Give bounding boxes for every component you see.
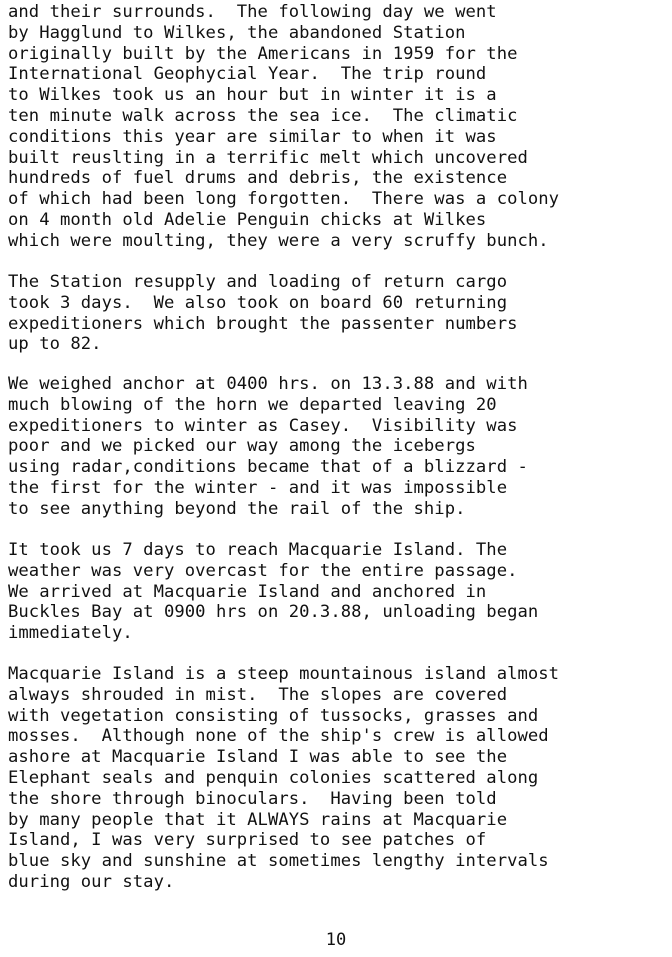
text-line: to Wilkes took us an hour but in winter it is a — [8, 85, 497, 106]
text-line: by many people that it ALWAYS rains at Macquarie — [8, 809, 508, 830]
text-line: ashore at Macquarie Island I was able to see the — [8, 747, 508, 768]
text-line: blue sky and sunshine at sometimes lengthy intervals — [8, 851, 549, 872]
text-line: It took us 7 days to reach Macquarie Island. The — [8, 540, 508, 560]
text-line: International Geophycial Year. The trip round — [8, 64, 487, 85]
text-line: much blowing of the horn we departed leaving 20 — [8, 394, 497, 415]
text-line: and their surrounds. The following day we went — [8, 2, 497, 22]
text-line: the shore through binoculars. Having been told — [8, 788, 497, 809]
text-line: poor and we picked our way among the icebergs — [8, 436, 476, 457]
text-line: expeditioners which brought the passenter numbers — [8, 313, 518, 334]
text-line: originally built by the Americans in 1959 for the — [8, 43, 518, 64]
text-line: hundreds of fuel drums and debris, the existence — [8, 168, 508, 189]
text-line: the first for the winter - and it was impossible — [8, 477, 508, 498]
text-line: Macquarie Island is a steep mountainous island almost — [8, 664, 560, 684]
text-line: with vegetation consisting of tussocks, grasses and — [8, 705, 539, 726]
text-line: immediately. — [8, 623, 133, 644]
text-line: Elephant seals and penquin colonies scattered along — [8, 767, 539, 788]
paragraph-macquarie-description — [8, 664, 559, 893]
text-line: which were moulting, they were a very scruffy bunch. — [8, 230, 549, 251]
paragraph-departure-casey — [8, 374, 528, 520]
paragraph-wilkes-visit — [8, 2, 559, 252]
text-line: We weighed anchor at 0400 hrs. on 13.3.88 and with — [8, 374, 528, 394]
text-line: on 4 month old Adelie Penguin chicks at Wilkes — [8, 209, 487, 230]
text-line: We arrived at Macquarie Island and anchored in — [8, 581, 487, 602]
text-line: built reuslting in a terrific melt which uncovered — [8, 147, 528, 168]
text-line: mosses. Although none of the ship's crew is allowed — [8, 726, 549, 747]
text-line: up to 82. — [8, 334, 102, 355]
text-line: during our stay. — [8, 871, 175, 892]
text-line: Buckles Bay at 0900 hrs on 20.3.88, unloading began — [8, 602, 539, 623]
text-line: took 3 days. We also took on board 60 returning — [8, 292, 508, 313]
page-number: 10 — [325, 930, 347, 950]
text-line: The Station resupply and loading of return cargo — [8, 272, 508, 292]
paragraph-station-resupply — [8, 272, 518, 355]
text-line: ten minute walk across the sea ice. The climatic — [8, 105, 518, 126]
text-line: always shrouded in mist. The slopes are covered — [8, 684, 508, 705]
text-line: expeditioners to winter as Casey. Visibility was — [8, 415, 518, 436]
text-line: using radar,conditions became that of a blizzard - — [8, 457, 528, 478]
text-line: Island, I was very surprised to see patches of — [8, 830, 487, 851]
paragraph-arrival-macquarie — [8, 540, 538, 644]
text-line: by Hagglund to Wilkes, the abandoned Station — [8, 22, 466, 43]
text-line: to see anything beyond the rail of the ship. — [8, 498, 466, 519]
text-line: weather was very overcast for the entire passage. — [8, 560, 518, 581]
text-line: of which had been long forgotten. There was a colony — [8, 189, 560, 210]
text-line: conditions this year are similar to when it was — [8, 126, 497, 147]
